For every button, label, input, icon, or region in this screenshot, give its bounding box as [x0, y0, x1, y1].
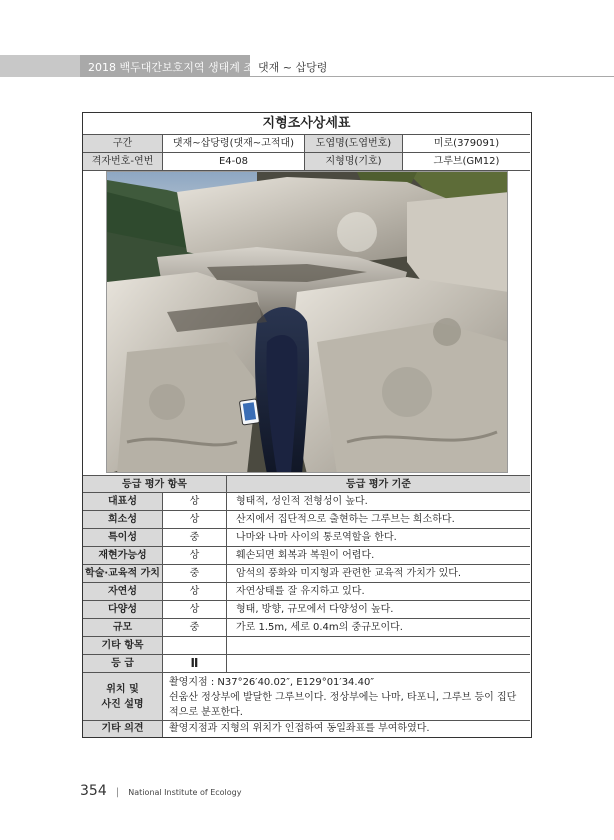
- header-rule: [250, 76, 614, 77]
- eval-grade: 상: [163, 493, 227, 510]
- table-row: [83, 601, 530, 619]
- table-row: [83, 619, 530, 637]
- info-row-grid: [83, 153, 530, 171]
- eval-criteria: 형태, 방향, 규모에서 다양성이 높다.: [236, 604, 394, 615]
- rock-groove-photo: [107, 172, 508, 473]
- eval-grade: 상: [163, 511, 227, 528]
- report-title: 2018 백두대간보호지역 생태계 조사: [88, 61, 265, 74]
- table-row: [83, 637, 530, 655]
- eval-criteria: 산지에서 집단적으로 출현하는 그루브는 희소하다.: [236, 514, 455, 525]
- table-row: [83, 565, 530, 583]
- eval-grade: 상: [163, 547, 227, 564]
- eval-grade: 중: [163, 565, 227, 582]
- landform-photo: [106, 171, 508, 473]
- item-header: 등급 평가 항목: [83, 476, 227, 493]
- table-row: [83, 529, 530, 547]
- eval-item: 희소성: [83, 511, 163, 528]
- map-label: 도엽명(도엽번호): [305, 135, 403, 152]
- eval-item: 다양성: [83, 601, 163, 618]
- header-left-strip: [0, 55, 80, 77]
- page-number: 354: [80, 783, 107, 799]
- etc-label: 기타 의견: [83, 721, 163, 737]
- running-header: [0, 55, 614, 77]
- footer-separator: |: [115, 787, 120, 798]
- grid-label: 격자번호-연번: [83, 153, 163, 170]
- eval-criteria: [227, 655, 530, 672]
- info-row-section: [83, 135, 530, 153]
- grid-value: E4-08: [163, 153, 305, 170]
- eval-item: 학술·교육적 가치: [83, 565, 163, 582]
- evaluation-header: [83, 475, 530, 493]
- location-row: [83, 673, 530, 721]
- eval-criteria: [227, 637, 530, 654]
- eval-criteria: 자연상태를 잘 유지하고 있다.: [236, 586, 365, 597]
- organization-name: National Institute of Ecology: [128, 788, 242, 797]
- eval-criteria: 나마와 나마 사이의 통로역할을 한다.: [236, 532, 397, 543]
- eval-criteria: 훼손되면 회복과 복원이 어렵다.: [236, 550, 375, 561]
- page-footer: [80, 780, 241, 800]
- eval-item: 특이성: [83, 529, 163, 546]
- eval-item: 규모: [83, 619, 163, 636]
- eval-grade: 상: [163, 601, 227, 618]
- eval-item: 자연성: [83, 583, 163, 600]
- location-label-line2: 사진 설명: [101, 698, 144, 710]
- etc-row: [83, 721, 530, 737]
- sheet-title: 지형조사상세표: [83, 113, 530, 135]
- eval-criteria: 형태적, 성인적 전형성이 높다.: [236, 496, 368, 507]
- landform-label: 지형명(기호): [305, 153, 403, 170]
- criteria-header: 등급 평가 기준: [346, 479, 411, 490]
- etc-text: 촬영지점과 지형의 위치가 인접하여 동일좌표를 부여하였다.: [169, 723, 430, 734]
- table-row: [83, 547, 530, 565]
- table-row-final-grade: [83, 655, 530, 673]
- survey-sheet: [82, 112, 532, 738]
- section-label: 구간: [83, 135, 163, 152]
- landform-value: 그루브(GM12): [433, 156, 500, 167]
- eval-item: 기타 항목: [83, 637, 163, 654]
- location-label-line1: 위치 및: [106, 683, 139, 695]
- table-row: [83, 583, 530, 601]
- eval-criteria: 암석의 풍화와 미지형과 관련한 교육적 가치가 있다.: [236, 568, 462, 579]
- eval-criteria: 가로 1.5m, 세로 0.4m의 중규모이다.: [236, 622, 403, 633]
- table-row: [83, 511, 530, 529]
- section-name: 댓재 ~ 삽당령: [258, 61, 328, 74]
- location-text: [163, 673, 530, 720]
- eval-item: 대표성: [83, 493, 163, 510]
- eval-grade: [163, 637, 227, 654]
- location-label: [83, 673, 163, 720]
- final-grade: Ⅱ: [163, 655, 227, 672]
- location-coords: 촬영지점 : N37°26′40.02″, E129°01′34.40″: [169, 677, 375, 688]
- table-row: [83, 493, 530, 511]
- map-value: 미로(379091): [433, 138, 500, 149]
- eval-item: 재현가능성: [83, 547, 163, 564]
- eval-item: 등 급: [83, 655, 163, 672]
- eval-grade: 중: [163, 619, 227, 636]
- eval-grade: 중: [163, 529, 227, 546]
- location-description: 쉰움산 정상부에 발달한 그루브이다. 정상부에는 나마, 타포니, 그루브 등이 집단적으로 분포한다.: [169, 692, 517, 718]
- section-value: 댓재~삽당령(댓재~고적대): [163, 135, 305, 152]
- eval-grade: 상: [163, 583, 227, 600]
